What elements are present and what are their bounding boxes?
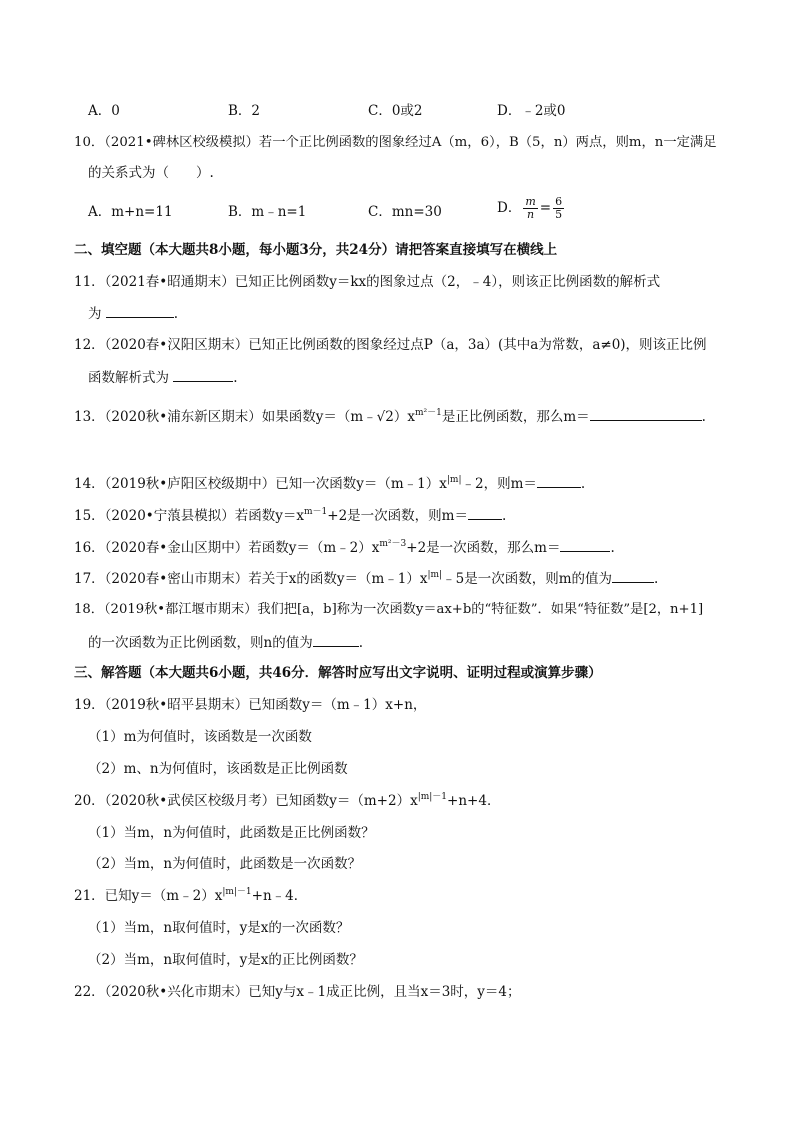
q12-stem-line2 bbox=[88, 367, 238, 388]
q12-prefix: 函数解析式为 bbox=[88, 370, 169, 386]
q22-stem: 22．（2020秋•兴化市期末）已知y与x﹣1成正比例，且当x＝3时，y＝4； bbox=[74, 984, 521, 1000]
q10-d-numerator-2: 6 bbox=[555, 195, 563, 208]
q14-exponent: |m| bbox=[446, 475, 462, 485]
q10-stem-line2: 的关系式为（ ）. bbox=[88, 165, 214, 181]
q10-option-d-label: D． bbox=[497, 200, 522, 216]
q17-exponent: |m| bbox=[427, 570, 443, 580]
q17-answer-blank[interactable] bbox=[612, 568, 654, 583]
q17-suffix: . bbox=[654, 571, 659, 587]
q18-stem-line2 bbox=[88, 632, 363, 653]
q11-suffix: . bbox=[173, 306, 179, 322]
section-3-heading: 三、解答题（本大题共6小题，共46分．解答时应写出文字说明、证明过程或演算步骤） bbox=[74, 665, 602, 681]
q20-sub-1: （1）当m，n为何值时，此函数是正比例函数？ bbox=[88, 825, 375, 841]
q10-d-denominator-1: n bbox=[527, 208, 535, 221]
q11-answer-blank[interactable] bbox=[106, 303, 174, 318]
q10-d-denominator-2: 5 bbox=[555, 208, 563, 221]
q10-d-numerator-1: m bbox=[525, 195, 536, 208]
q21-suffix: +n﹣4． bbox=[251, 888, 308, 904]
q19-sub-2: （2）m、n为何值时，该函数是正比例函数 bbox=[88, 761, 348, 777]
q14-prefix: 14．（2019秋•庐阳区校级期中）已知一次函数y＝（m﹣1）x bbox=[74, 476, 447, 492]
q18-answer-blank[interactable] bbox=[313, 632, 359, 647]
q12-stem-line1: 12．（2020春•汉阳区期末）已知正比例函数的图象经过点P（a，3a）(其中a为常数，a≠0)，则该正比例 bbox=[74, 337, 707, 353]
q18-prefix: 的一次函数为正比例函数，则n的值为 bbox=[88, 635, 313, 651]
q10-option-a: A．m+n=11 bbox=[88, 204, 173, 220]
q16-exponent: m²－3 bbox=[379, 539, 407, 549]
q13-answer-blank[interactable] bbox=[590, 406, 702, 421]
q15-prefix: 15．（2020•宁蒗县模拟）若函数y＝x bbox=[74, 508, 304, 524]
q16-stem bbox=[74, 537, 615, 558]
q17-prefix: 17．（2020春•密山市期末）若关于x的函数y＝（m﹣1）x bbox=[74, 571, 428, 587]
q9-option-c: C．0或2 bbox=[368, 103, 423, 119]
q19-sub-1: （1）m为何值时，该函数是一次函数 bbox=[88, 729, 312, 745]
q17-stem bbox=[74, 568, 658, 589]
q20-suffix: +n+4． bbox=[447, 793, 501, 809]
q18-stem-line1: 18．（2019秋•都江堰市期末）我们把[a，b]称为一次函数y＝ax+b的“特征数”．如果“特征数”是[2，n+1] bbox=[74, 602, 704, 617]
q14-mid: ﹣2，则m＝ bbox=[461, 476, 537, 492]
q13-suffix: . bbox=[701, 409, 706, 425]
q13-exponent: m²－1 bbox=[414, 408, 442, 418]
q16-mid: +2是一次函数，那么m＝ bbox=[406, 540, 561, 556]
q11-stem-line1: 11．（2021春•昭通期末）已知正比例函数y＝kx的图象过点（2，﹣4），则该正比例函数的解析式 bbox=[74, 274, 661, 290]
q13-stem bbox=[74, 406, 706, 427]
q21-sub-2: （2）当m，n取何值时，y是x的正比例函数？ bbox=[88, 952, 363, 968]
q10-option-d-fraction-right bbox=[553, 196, 564, 221]
q16-prefix: 16．（2020春•金山区期中）若函数y＝（m﹣2）x bbox=[74, 540, 380, 556]
q10-d-equals: = bbox=[539, 200, 552, 216]
q17-mid: ﹣5是一次函数，则m的值为 bbox=[442, 571, 612, 587]
q15-stem bbox=[74, 505, 506, 526]
q9-option-a: A．0 bbox=[88, 103, 120, 119]
q20-sub-2: （2）当m，n为何值时，此函数是一次函数？ bbox=[88, 856, 362, 872]
q9-option-b: B．2 bbox=[228, 103, 261, 119]
q10-option-d-fraction-left bbox=[523, 196, 537, 221]
q10-option-c: C．mn=30 bbox=[368, 204, 442, 220]
q21-sub-1: （1）当m，n取何值时，y是x的一次函数？ bbox=[88, 920, 350, 936]
q14-answer-blank[interactable] bbox=[537, 473, 581, 488]
q20-prefix: 20．（2020秋•武侯区校级月考）已知函数y＝（m+2）x bbox=[74, 793, 418, 809]
q11-stem-line2 bbox=[88, 303, 178, 324]
q16-answer-blank[interactable] bbox=[560, 537, 610, 552]
q9-option-d: D．﹣2或0 bbox=[497, 103, 566, 119]
q21-prefix: 21．已知y＝（m﹣2）x bbox=[74, 888, 223, 904]
q10-stem-line1: 10．（2021•碑林区校级模拟）若一个正比例函数的图象经过A（m，6），B（5，n）两点，则m，n一定满足 bbox=[74, 135, 717, 150]
q14-stem bbox=[74, 473, 585, 494]
q21-stem bbox=[74, 886, 307, 906]
q13-prefix: 13．（2020秋•浦东新区期末）如果函数y＝（m﹣√2）x bbox=[74, 409, 415, 425]
q18-suffix: . bbox=[358, 635, 363, 651]
q15-suffix: . bbox=[501, 508, 507, 524]
q15-exponent: m－1 bbox=[304, 507, 328, 517]
q16-suffix: . bbox=[610, 540, 615, 556]
q15-mid: +2是一次函数，则m＝ bbox=[327, 508, 468, 524]
q21-exponent: |m|－1 bbox=[222, 887, 252, 897]
q19-stem: 19．（2019秋•昭平县期末）已知函数y＝（m﹣1）x+n， bbox=[74, 697, 427, 713]
q13-mid: 是正比例函数，那么m＝ bbox=[441, 409, 590, 425]
q10-option-d bbox=[497, 196, 566, 221]
q12-answer-blank[interactable] bbox=[173, 367, 233, 382]
q10-option-b: B．m﹣n=1 bbox=[228, 204, 307, 220]
q15-answer-blank[interactable] bbox=[468, 505, 502, 520]
q12-suffix: . bbox=[233, 370, 238, 386]
q20-stem bbox=[74, 791, 500, 811]
q14-suffix: . bbox=[580, 476, 586, 492]
q11-prefix: 为 bbox=[88, 306, 102, 322]
section-2-heading: 二、填空题（本大题共8小题，每小题3分，共24分）请把答案直接填写在横线上 bbox=[74, 242, 558, 258]
q20-exponent: |m|－1 bbox=[417, 792, 448, 802]
